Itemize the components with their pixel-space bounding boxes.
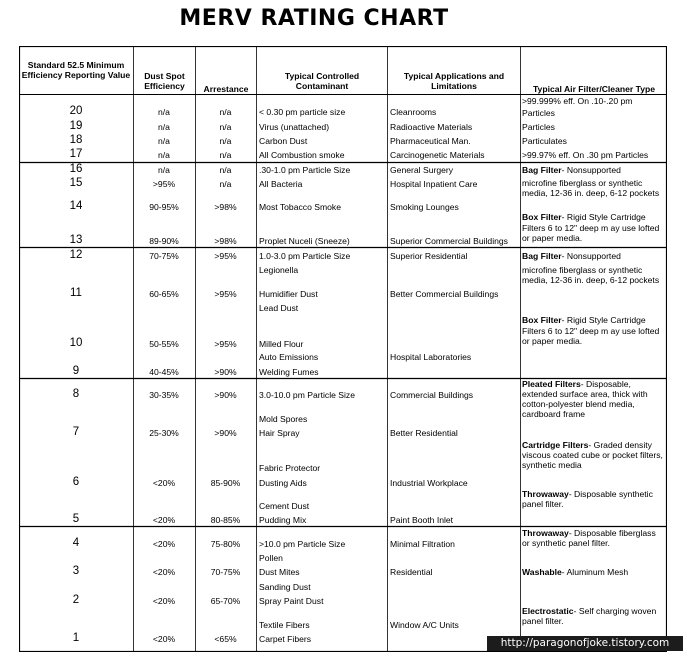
electrostatic-filter-desc: - Self charging woven panel filter. bbox=[522, 606, 657, 626]
application-text: Hospital Laboratories bbox=[390, 352, 472, 362]
arrestance-value: 70-75% bbox=[210, 567, 241, 577]
contaminant-text: .30-1.0 pm Particle Size bbox=[259, 165, 351, 175]
contaminant-text: Hair Spray bbox=[259, 428, 300, 438]
filter-type-text bbox=[522, 528, 665, 548]
arrestance-value: >90% bbox=[214, 367, 237, 377]
merv-value: 2 bbox=[72, 594, 80, 606]
cartridge-filter-label: Cartridge Filters bbox=[522, 440, 589, 450]
dust-spot-value: 50-55% bbox=[149, 339, 179, 349]
application-text: Industrial Workplace bbox=[390, 478, 468, 488]
arrestance-value: <65% bbox=[214, 634, 237, 644]
merv-value: 17 bbox=[69, 148, 83, 160]
dust-spot-value: <20% bbox=[152, 478, 176, 488]
dust-spot-value: 90-95% bbox=[149, 202, 179, 212]
contaminant-text: Carbon Dust bbox=[259, 136, 308, 146]
pleated-filter-label: Pleated Filters bbox=[522, 379, 581, 389]
arrestance-value: n/a bbox=[219, 107, 232, 117]
header-dust-spot: Dust Spot Efficiency bbox=[144, 71, 185, 91]
arrestance-value: n/a bbox=[219, 179, 232, 189]
dust-spot-value: <20% bbox=[152, 515, 176, 525]
contaminant-text: < 0.30 pm particle size bbox=[259, 107, 346, 117]
arrestance-value: >90% bbox=[214, 428, 237, 438]
filter-type-text bbox=[522, 379, 665, 419]
application-text: Pharmaceutical Man. bbox=[390, 136, 471, 146]
arrestance-value: n/a bbox=[219, 165, 232, 175]
filter-type-text: Filters 6 to 12" deep m ay use lofted or paper media. bbox=[522, 326, 660, 346]
contaminant-text: Fabric Protector bbox=[259, 463, 321, 473]
application-text: Hospital Inpatient Care bbox=[390, 179, 478, 189]
filter-type-text: Particles bbox=[522, 122, 555, 132]
box-filter-desc: - Rigid Style Cartridge bbox=[561, 212, 646, 222]
filter-type-text bbox=[522, 567, 628, 577]
contaminant-text: Legionella bbox=[259, 265, 299, 275]
application-text: Minimal Filtration bbox=[390, 539, 455, 549]
washable-filter-desc: - Aluminum Mesh bbox=[561, 567, 629, 577]
application-text: Paint Booth Inlet bbox=[390, 515, 454, 525]
contaminant-text: Most Tobacco Smoke bbox=[259, 202, 341, 212]
filter-type-text bbox=[522, 489, 665, 509]
box-filter-desc: - Rigid Style Cartridge bbox=[561, 315, 646, 325]
merv-value: 16 bbox=[69, 163, 83, 175]
merv-value: 18 bbox=[69, 134, 83, 146]
contaminant-text: Virus (unattached) bbox=[259, 122, 330, 132]
header-filter-type: Typical Air Filter/Cleaner Type bbox=[532, 84, 656, 94]
dust-spot-value: >95% bbox=[152, 179, 176, 189]
filter-type-text bbox=[522, 251, 621, 261]
application-text: Commercial Buildings bbox=[390, 390, 474, 400]
throwaway-filter-label: Throwaway bbox=[522, 528, 569, 538]
filter-type-text: Particles bbox=[522, 108, 555, 118]
contaminant-text: 1.0-3.0 pm Particle Size bbox=[259, 251, 351, 261]
arrestance-value: 75-80% bbox=[210, 539, 241, 549]
contaminant-text: Auto Emissions bbox=[259, 352, 319, 362]
merv-value: 19 bbox=[69, 120, 83, 132]
merv-value: 8 bbox=[72, 388, 80, 400]
dust-spot-value: <20% bbox=[152, 634, 176, 644]
dust-spot-value: <20% bbox=[152, 567, 176, 577]
dust-spot-value: 70-75% bbox=[149, 251, 179, 261]
bag-filter-desc: - Nonsupported bbox=[561, 165, 621, 175]
contaminant-text: Humidifier Dust bbox=[259, 289, 318, 299]
dust-spot-value: 89-90% bbox=[149, 236, 179, 246]
chart-title: MERV RATING CHART bbox=[179, 6, 449, 31]
contaminant-text: Dust Mites bbox=[259, 567, 300, 577]
merv-value: 10 bbox=[69, 337, 83, 349]
arrestance-value: 65-70% bbox=[210, 596, 241, 606]
dust-spot-value: n/a bbox=[158, 107, 170, 117]
dust-spot-value: n/a bbox=[158, 136, 170, 146]
header-arrestance: Arrestance bbox=[203, 84, 249, 94]
application-text: Superior Residential bbox=[390, 251, 468, 261]
merv-value: 15 bbox=[69, 177, 83, 189]
contaminant-text: Welding Fumes bbox=[259, 367, 319, 377]
merv-value: 7 bbox=[72, 426, 80, 438]
arrestance-value: >95% bbox=[214, 339, 237, 349]
application-text: Residential bbox=[390, 567, 433, 577]
filter-type-text bbox=[522, 440, 665, 470]
merv-value: 9 bbox=[72, 365, 80, 377]
merv-value: 5 bbox=[72, 513, 80, 525]
filter-type-text: >99.999% eff. On .10-.20 pm bbox=[522, 96, 633, 106]
filter-type-text bbox=[522, 315, 646, 325]
filter-type-text: microfine fiberglass or synthetic media, 12-36 in. deep, 6-12 pockets bbox=[522, 265, 660, 285]
contaminant-text: 3.0-10.0 pm Particle Size bbox=[259, 390, 356, 400]
box-filter-label: Box Filter bbox=[522, 212, 562, 222]
dust-spot-value: 40-45% bbox=[149, 367, 179, 377]
merv-value: 11 bbox=[70, 287, 82, 299]
throwaway-filter-label: Throwaway bbox=[522, 489, 569, 499]
filter-type-text: >99.97% eff. On .30 pm Particles bbox=[522, 150, 649, 160]
watermark-url: http://paragonofjoke.tistory.com bbox=[487, 636, 683, 651]
contaminant-text: Pollen bbox=[259, 553, 283, 563]
contaminant-text: All Combustion smoke bbox=[259, 150, 345, 160]
merv-value: 6 bbox=[72, 476, 80, 488]
contaminant-text: Milled Flour bbox=[259, 339, 304, 349]
dust-spot-value: n/a bbox=[158, 122, 170, 132]
merv-table bbox=[19, 46, 667, 652]
filter-type-text bbox=[522, 165, 621, 175]
contaminant-text: All Bacteria bbox=[259, 179, 303, 189]
arrestance-value: >90% bbox=[214, 390, 237, 400]
arrestance-value: n/a bbox=[219, 150, 232, 160]
contaminant-text: Pudding Mix bbox=[259, 515, 307, 525]
contaminant-text: Proplet Nuceli (Sneeze) bbox=[259, 236, 350, 246]
dust-spot-value: <20% bbox=[152, 596, 176, 606]
washable-filter-label: Washable bbox=[522, 567, 562, 577]
application-text: Better Residential bbox=[390, 428, 458, 438]
dust-spot-value: n/a bbox=[158, 165, 170, 175]
filter-type-text: Particulates bbox=[522, 136, 567, 146]
contaminant-text: Spray Paint Dust bbox=[259, 596, 324, 606]
arrestance-value: >95% bbox=[214, 251, 237, 261]
bag-filter-label: Bag Filter bbox=[522, 165, 562, 175]
arrestance-value: >98% bbox=[214, 236, 237, 246]
bag-filter-label: Bag Filter bbox=[522, 251, 562, 261]
pleated-filter-desc: - Disposable, extended surface area, thick with cotton-polyester blend media, cardboard frame bbox=[522, 379, 648, 419]
contaminant-text: Cement Dust bbox=[259, 501, 310, 511]
application-text: Superior Commercial Buildings bbox=[390, 236, 508, 246]
header-contaminant: Typical Controlled Contaminant bbox=[284, 71, 360, 91]
contaminant-text: Dusting Aids bbox=[259, 478, 307, 488]
merv-value: 14 bbox=[69, 200, 83, 212]
filter-type-text bbox=[522, 212, 646, 222]
merv-value: 12 bbox=[69, 249, 83, 261]
electrostatic-filter-label: Electrostatic bbox=[522, 606, 574, 616]
merv-value: 3 bbox=[72, 565, 80, 577]
throwaway-filter-desc: - Disposable synthetic panel filter. bbox=[522, 489, 653, 509]
header-merv: Standard 52.5 Minimum Efficiency Reporting Value bbox=[21, 60, 131, 80]
header-applications: Typical Applications and Limitations bbox=[403, 71, 505, 91]
contaminant-text: Textile Fibers bbox=[259, 620, 310, 630]
contaminant-text: Sanding Dust bbox=[259, 582, 311, 592]
dust-spot-value: 30-35% bbox=[149, 390, 179, 400]
merv-value: 20 bbox=[69, 105, 83, 117]
dust-spot-value: <20% bbox=[152, 539, 176, 549]
contaminant-text: Mold Spores bbox=[259, 414, 308, 424]
merv-value: 13 bbox=[69, 234, 83, 246]
arrestance-value: n/a bbox=[219, 136, 232, 146]
application-text: Better Commercial Buildings bbox=[390, 289, 499, 299]
application-text: Carcinogenetic Materials bbox=[390, 150, 485, 160]
dust-spot-value: 25-30% bbox=[149, 428, 179, 438]
merv-value: 1 bbox=[72, 632, 80, 644]
contaminant-text: Carpet Fibers bbox=[259, 634, 312, 644]
filter-type-text: Filters 6 to 12" deep m ay use lofted or paper media. bbox=[522, 223, 660, 243]
arrestance-value: 80-85% bbox=[210, 515, 241, 525]
throwaway-filter-desc: - Disposable fiberglass or synthetic panel filter. bbox=[522, 528, 656, 548]
arrestance-value: 85-90% bbox=[210, 478, 241, 488]
bag-filter-desc: - Nonsupported bbox=[561, 251, 621, 261]
application-text: Cleanrooms bbox=[390, 107, 437, 117]
dust-spot-value: n/a bbox=[158, 150, 170, 160]
cartridge-filter-desc: - Graded density viscous coated cube or pocket filters, synthetic media bbox=[522, 440, 663, 470]
contaminant-text: Lead Dust bbox=[259, 303, 299, 313]
arrestance-value: >95% bbox=[214, 289, 237, 299]
application-text: General Surgery bbox=[390, 165, 454, 175]
application-text: Window A/C Units bbox=[390, 620, 459, 630]
contaminant-text: >10.0 pm Particle Size bbox=[259, 539, 346, 549]
arrestance-value: n/a bbox=[219, 122, 232, 132]
dust-spot-value: 60-65% bbox=[149, 289, 179, 299]
arrestance-value: >98% bbox=[214, 202, 237, 212]
application-text: Smoking Lounges bbox=[390, 202, 459, 212]
application-text: Radioactive Materials bbox=[390, 122, 473, 132]
box-filter-label: Box Filter bbox=[522, 315, 562, 325]
filter-type-text bbox=[522, 606, 665, 626]
merv-value: 4 bbox=[72, 537, 80, 549]
filter-type-text: microfine fiberglass or synthetic media, 12-36 in. deep, 6-12 pockets bbox=[522, 178, 660, 198]
